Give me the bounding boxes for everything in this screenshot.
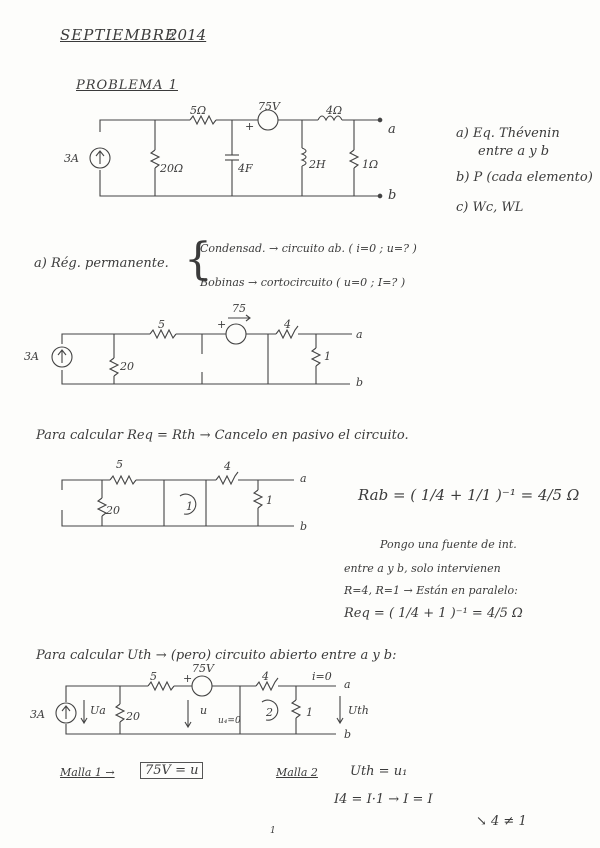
c3-node-a: a (300, 472, 307, 485)
header-month: SEPTIEMBRE (60, 26, 177, 44)
malla-2-eq3: I4 = I·1 → I = I (334, 792, 433, 807)
c4-v: 75V (192, 662, 214, 675)
c2-node-b: b (356, 376, 364, 389)
rab-note-3: R=4, R=1 → Están en paralelo: (344, 584, 518, 597)
c1-node-a: a (388, 122, 396, 137)
c3-r5: 5 (116, 458, 123, 471)
c1-node-b: b (388, 188, 397, 203)
malla-2-equation: Uth = u₁ (350, 764, 408, 779)
c1-source-label: 3A (64, 152, 79, 165)
c2-r20: 20 (120, 360, 134, 373)
c4-source: 3A (30, 708, 45, 721)
c4-u: u (200, 704, 208, 717)
question-b: b) P (cada elemento) (456, 170, 593, 185)
c4-r20: 20 (126, 710, 140, 723)
c1-r20-label: 20Ω (160, 162, 184, 175)
c1-r5-label: 5Ω (190, 104, 207, 117)
header-year: 2014 (168, 26, 207, 44)
rab-formula: Rab = ( 1/4 + 1/1 )⁻¹ = 4/5 Ω (358, 486, 580, 504)
malla-2-eq4: ↘ 4 ≠ 1 (476, 814, 527, 829)
c4-r4: 4 (262, 670, 269, 683)
c4-ua: Ua (90, 704, 106, 717)
rab-note-1: Pongo una fuente de int. (380, 538, 517, 551)
part-a-brace: { (184, 234, 212, 285)
c1-r4-label: 4Ω (326, 104, 343, 117)
c3-mesh: 1 (186, 500, 193, 513)
part-a-label: a) Rég. permanente. (34, 256, 169, 271)
c2-r5: 5 (158, 318, 165, 331)
question-c: c) Wc, WL (456, 200, 524, 215)
part-a-capacitor: Condensad. → circuito ab. ( i=0 ; u=? ) (200, 242, 417, 255)
c3-r20: 20 (106, 504, 120, 517)
part-a-inductor: Bobinas → cortocircuito ( u=0 ; I=? ) (200, 276, 406, 289)
question-a: a) Eq. Thévenin (456, 126, 560, 141)
problem-title: PROBLEMA 1 (76, 78, 178, 93)
c2-plus: + (217, 318, 227, 331)
c1-cap-label: 4F (238, 162, 253, 175)
question-a-cont: entre a y b (478, 144, 550, 159)
c4-node-b: b (344, 728, 352, 741)
malla-1-label: Malla 1 → (60, 766, 115, 779)
c2-source: 3A (24, 350, 39, 363)
page-number: 1 (270, 826, 276, 836)
c4-node-a: a (344, 678, 351, 691)
c4-plus: + (183, 672, 193, 685)
c3-node-b: b (300, 520, 308, 533)
c2-r4: 4 (284, 318, 291, 331)
req-formula: Req = ( 1/4 + 1 )⁻¹ = 4/5 Ω (344, 606, 523, 621)
c4-uth: Uth (348, 704, 369, 717)
c4-i0: i=0 (312, 670, 332, 683)
c4-mesh: 2 (266, 706, 273, 719)
c1-ind-label: 2H (309, 158, 326, 171)
c3-r4: 4 (224, 460, 231, 473)
c1-r1-label: 1Ω (362, 158, 379, 171)
rab-note-2: entre a y b, solo intervienen (344, 562, 501, 575)
c2-r1: 1 (324, 350, 331, 363)
c4-u4: u₄=0 (218, 716, 241, 726)
c1-vsource-label: 75V (258, 100, 280, 113)
c4-r1: 1 (306, 706, 313, 719)
req-line: Para calcular Req = Rth → Cancelo en pasivo el circuito. (36, 428, 409, 443)
c2-node-a: a (356, 328, 363, 341)
c3-r1: 1 (266, 494, 273, 507)
c4-r5: 5 (150, 670, 157, 683)
malla-2-label: Malla 2 (276, 766, 318, 779)
c2-v: 75 (232, 302, 246, 315)
uth-line: Para calcular Uth → (pero) circuito abierto entre a y b: (36, 648, 397, 663)
c1-plus: + (245, 120, 255, 133)
malla-1-equation: 75V = u (140, 762, 203, 779)
